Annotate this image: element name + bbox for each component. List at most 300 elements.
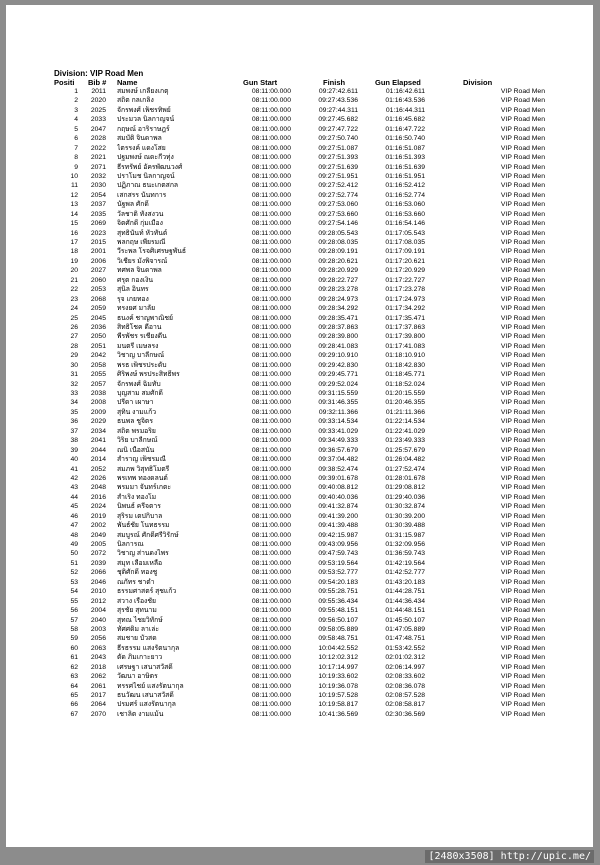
division-cell: VIP Road Men	[500, 682, 545, 690]
table-row	[6, 710, 593, 719]
bib-cell: 2043	[90, 654, 106, 662]
gun-elapsed-cell: 01:17:41.083	[385, 342, 425, 350]
table-row	[6, 502, 593, 511]
table-row	[6, 304, 593, 313]
header-division: Division	[463, 78, 493, 87]
table-row	[6, 531, 593, 540]
division-cell: VIP Road Men	[500, 352, 545, 360]
table-row	[6, 332, 593, 341]
finish-cell: 10:41:36.569	[318, 710, 358, 718]
gun-elapsed-cell: 02:08:33.602	[385, 673, 425, 681]
finish-cell: 09:54:20.183	[318, 578, 358, 586]
position-cell: 65	[70, 692, 78, 699]
name-cell: วิริย บาลีกษณ์	[117, 437, 158, 445]
position-cell: 41	[70, 465, 78, 473]
division-cell: VIP Road Men	[500, 201, 545, 209]
bib-cell: 2015	[90, 239, 106, 246]
table-row	[6, 238, 593, 247]
position-cell: 26	[70, 323, 78, 331]
table-row	[6, 540, 593, 549]
table-row	[6, 465, 593, 474]
bib-cell: 2057	[90, 380, 106, 388]
table-row	[6, 559, 593, 568]
table-row	[6, 389, 593, 398]
gun-start-cell: 08:11:00.000	[251, 248, 291, 256]
division-cell: VIP Road Men	[500, 106, 545, 114]
position-cell: 7	[74, 144, 78, 152]
division-cell: VIP Road Men	[500, 333, 545, 341]
gun-elapsed-cell: 01:16:54.146	[385, 220, 425, 228]
table-row	[6, 474, 593, 483]
gun-elapsed-cell: 01:16:43.536	[385, 97, 425, 105]
gun-start-cell: 08:11:00.000	[251, 371, 291, 379]
gun-start-cell: 08:11:00.000	[251, 229, 291, 237]
position-cell: 50	[70, 550, 78, 558]
gun-elapsed-cell: 01:28:01.678	[385, 474, 425, 482]
gun-elapsed-cell: 01:29:40.036	[385, 493, 425, 501]
gun-start-cell: 08:11:00.000	[251, 390, 291, 397]
bib-cell: 2032	[90, 172, 106, 180]
position-cell: 35	[70, 408, 78, 416]
table-row	[6, 210, 593, 219]
name-cell: ธนวัฒน เสนาสวัสดิ์	[117, 692, 174, 699]
gun-start-cell: 08:11:00.000	[251, 239, 291, 246]
position-cell: 8	[74, 154, 78, 162]
gun-elapsed-cell: 02:30:36.569	[385, 710, 425, 718]
bib-cell: 2064	[90, 701, 106, 709]
gun-start-cell: 08:11:00.000	[251, 191, 291, 199]
table-row	[6, 295, 593, 304]
bib-cell: 2060	[90, 276, 106, 284]
division-cell: VIP Road Men	[500, 239, 545, 246]
gun-elapsed-cell: 01:16:42.611	[385, 88, 425, 95]
name-cell: นิลการณ	[117, 541, 144, 548]
gun-elapsed-cell: 01:17:20.621	[385, 257, 425, 265]
position-cell: 10	[70, 172, 78, 180]
division-cell: VIP Road Men	[500, 437, 545, 445]
table-row	[6, 427, 593, 436]
position-cell: 28	[70, 342, 78, 350]
name-cell: วิชาญ ส่านดงไพร	[117, 550, 169, 558]
position-cell: 34	[70, 399, 78, 407]
bib-cell: 2053	[90, 286, 106, 294]
bib-cell: 2042	[90, 352, 106, 360]
table-row	[6, 436, 593, 445]
name-cell: ปรมศร์ แสงรัตนากุล	[117, 701, 176, 709]
header-gun-elapsed: Gun Elapsed	[375, 78, 421, 87]
division-cell: VIP Road Men	[500, 257, 545, 265]
gun-start-cell: 08:11:00.000	[251, 493, 291, 501]
position-cell: 46	[70, 512, 78, 520]
name-cell: ธนงค์ ชาญพาณิชย์	[117, 314, 173, 322]
finish-cell: 09:28:20.929	[318, 267, 358, 275]
table-row	[6, 247, 593, 256]
gun-start-cell: 08:11:00.000	[251, 144, 291, 152]
table-row	[6, 634, 593, 643]
finish-cell: 09:27:52.774	[318, 191, 358, 199]
position-cell: 66	[70, 701, 78, 709]
table-row	[6, 181, 593, 190]
table-row	[6, 417, 593, 426]
gun-start-cell: 08:11:00.000	[251, 257, 291, 265]
table-row	[6, 483, 593, 492]
header-finish: Finish	[323, 78, 346, 87]
gun-elapsed-cell: 01:23:49.333	[385, 437, 425, 445]
gun-start-cell: 08:11:00.000	[251, 220, 291, 228]
table-row	[6, 663, 593, 672]
division-cell: VIP Road Men	[500, 361, 545, 369]
table-row	[6, 691, 593, 700]
table-row	[6, 134, 593, 143]
gun-elapsed-cell: 01:17:20.929	[385, 267, 425, 275]
gun-elapsed-cell: 01:30:32.874	[385, 503, 425, 511]
gun-start-cell: 08:11:00.000	[251, 163, 291, 171]
position-cell: 15	[70, 220, 78, 228]
finish-cell: 09:28:20.621	[318, 257, 358, 265]
bib-cell: 2044	[90, 446, 106, 454]
gun-elapsed-cell: 01:30:39.200	[385, 512, 425, 520]
finish-cell: 09:27:45.682	[318, 116, 358, 124]
bib-cell: 2050	[90, 333, 106, 341]
bib-cell: 2022	[90, 144, 106, 152]
table-row	[6, 578, 593, 587]
bib-cell: 2021	[90, 154, 106, 162]
division-cell: VIP Road Men	[500, 314, 545, 322]
position-cell: 42	[70, 474, 78, 482]
position-cell: 11	[70, 182, 78, 190]
bib-cell: 2027	[90, 267, 106, 275]
table-row	[6, 276, 593, 285]
name-cell: เศรษฐา เสนาสวัสดิ์	[117, 663, 173, 671]
name-cell: สมภพ วิสุทธิโมตรี	[117, 465, 170, 473]
gun-elapsed-cell: 01:16:51.951	[385, 172, 425, 180]
bib-cell: 2005	[90, 541, 106, 548]
bib-cell: 2072	[90, 550, 106, 558]
finish-cell: 09:32:11.366	[318, 408, 358, 416]
name-cell: สุริรม เตปกิบาล	[117, 512, 163, 520]
gun-start-cell: 08:11:00.000	[251, 135, 291, 143]
position-cell: 39	[70, 446, 78, 454]
table-row	[6, 144, 593, 153]
finish-cell: 09:29:45.771	[318, 371, 358, 379]
bib-cell: 2054	[90, 191, 106, 199]
finish-cell: 09:40:08.812	[318, 484, 358, 492]
name-cell: ปราโมช นิลกาญจน์	[117, 172, 175, 180]
finish-cell: 09:29:52.024	[318, 380, 358, 388]
gun-start-cell: 08:11:00.000	[251, 522, 291, 530]
position-cell: 5	[74, 125, 78, 133]
bib-cell: 2037	[90, 201, 106, 209]
position-cell: 3	[74, 106, 78, 114]
table-row	[6, 87, 593, 96]
position-cell: 27	[70, 333, 78, 341]
gun-start-cell: 08:11:00.000	[251, 210, 291, 218]
division-cell: VIP Road Men	[500, 305, 545, 313]
division-cell: VIP Road Men	[500, 135, 545, 143]
division-cell: VIP Road Men	[500, 191, 545, 199]
bib-cell: 2062	[90, 673, 106, 681]
bib-cell: 2011	[91, 88, 106, 95]
gun-elapsed-cell: 02:01:02.312	[385, 654, 425, 662]
finish-cell: 09:29:10.910	[318, 352, 358, 360]
gun-elapsed-cell: 01:18:52.024	[385, 380, 425, 388]
name-cell: สมุท เลื่อมเหลือ	[117, 559, 163, 567]
bib-cell: 2017	[90, 692, 106, 699]
gun-elapsed-cell: 01:16:45.682	[385, 116, 425, 124]
position-cell: 20	[70, 267, 78, 275]
finish-cell: 10:19:57.528	[318, 692, 358, 699]
gun-elapsed-cell: 01:21:11.366	[385, 408, 425, 416]
finish-cell: 09:28:24.973	[318, 295, 358, 303]
position-cell: 6	[74, 135, 78, 143]
position-cell: 51	[70, 559, 78, 567]
bib-cell: 2063	[90, 644, 106, 652]
table-row	[6, 380, 593, 389]
gun-elapsed-cell: 01:17:37.863	[385, 323, 425, 331]
bib-cell: 2056	[90, 635, 106, 643]
division-cell: VIP Road Men	[500, 569, 545, 577]
table-row	[6, 568, 593, 577]
gun-elapsed-cell: 01:44:48.151	[385, 607, 425, 615]
finish-cell: 09:55:28.751	[318, 588, 358, 596]
position-cell: 52	[70, 569, 78, 577]
division-cell: VIP Road Men	[500, 578, 545, 586]
gun-elapsed-cell: 01:18:45.771	[385, 371, 425, 379]
bib-cell: 2009	[90, 408, 106, 416]
division-cell: VIP Road Men	[500, 588, 545, 596]
gun-start-cell: 08:11:00.000	[251, 456, 291, 464]
name-cell: จิตศักดิ์ กุ่มเมือง	[117, 220, 163, 228]
name-cell: เชาลิต งามแม้น	[117, 710, 164, 718]
finish-cell: 09:28:08.035	[318, 239, 358, 246]
finish-cell: 09:36:57.679	[318, 446, 358, 454]
gun-elapsed-cell: 01:30:39.488	[385, 522, 425, 530]
gun-elapsed-cell: 01:25:57.679	[385, 446, 425, 454]
gun-start-cell: 08:11:00.000	[251, 314, 291, 322]
gun-elapsed-cell: 01:16:52.412	[385, 182, 425, 190]
table-row	[6, 455, 593, 464]
gun-start-cell: 08:11:00.000	[251, 654, 291, 662]
gun-elapsed-cell: 01:22:41.029	[385, 427, 425, 435]
finish-cell: 09:31:15.559	[318, 390, 358, 397]
position-cell: 38	[70, 437, 78, 445]
table-row	[6, 153, 593, 162]
position-cell: 36	[70, 418, 78, 426]
position-cell: 31	[70, 371, 78, 379]
name-cell: สวาง เรืองชัย	[117, 597, 156, 605]
name-cell: สุทิน งามแก้ว	[117, 408, 157, 416]
table-row	[6, 172, 593, 181]
name-cell: สิทธิโชค ดีอาน	[117, 323, 162, 331]
bib-cell: 2001	[90, 248, 106, 256]
gun-start-cell: 08:11:00.000	[251, 427, 291, 435]
name-cell: ปฏิภาณ ธนะเกตสกล	[117, 182, 179, 190]
name-cell: ชุติศักดิ์ ทองชู	[117, 569, 158, 577]
gun-elapsed-cell: 01:44:36.434	[385, 597, 425, 605]
table-row	[6, 616, 593, 625]
name-cell: ธนพล ชูจิตร	[117, 418, 153, 426]
name-cell: วิเชียร มั่งพิจารณ์	[117, 257, 168, 265]
division-cell: VIP Road Men	[500, 692, 545, 699]
division-cell: VIP Road Men	[500, 220, 545, 228]
position-cell: 22	[70, 286, 78, 294]
finish-cell: 10:19:58.817	[318, 701, 358, 709]
finish-cell: 09:28:41.083	[318, 342, 358, 350]
gun-elapsed-cell: 01:16:50.740	[385, 135, 425, 143]
bib-cell: 2012	[90, 597, 106, 605]
name-cell: รุจ เกยทอง	[117, 295, 149, 303]
finish-cell: 09:27:51.951	[318, 172, 358, 180]
name-cell: จักรพงศ์ ฉิมทับ	[117, 380, 161, 388]
name-cell: ทัศศดิม ลาเล่ะ	[117, 625, 160, 633]
table-row	[6, 682, 593, 691]
table-row	[6, 672, 593, 681]
position-cell: 13	[70, 201, 78, 209]
division-cell: VIP Road Men	[500, 654, 545, 662]
gun-start-cell: 08:11:00.000	[251, 635, 291, 643]
bib-cell: 2047	[90, 125, 106, 133]
name-cell: สุทณ ไชยวิทักษ์	[117, 616, 163, 624]
division-cell: VIP Road Men	[500, 323, 545, 331]
name-cell: วัฒนา อาษิตร	[117, 673, 158, 681]
gun-start-cell: 08:11:00.000	[251, 559, 291, 567]
division-cell: VIP Road Men	[500, 550, 545, 558]
gun-elapsed-cell: 02:08:36.078	[385, 682, 425, 690]
division-cell: VIP Road Men	[500, 474, 545, 482]
bib-cell: 2033	[90, 116, 106, 124]
bib-cell: 2052	[90, 465, 106, 473]
division-cell: VIP Road Men	[500, 154, 545, 162]
finish-cell: 09:31:46.355	[318, 399, 358, 407]
division-cell: VIP Road Men	[500, 427, 545, 435]
gun-start-cell: 08:11:00.000	[251, 97, 291, 105]
position-cell: 12	[70, 191, 78, 199]
gun-start-cell: 08:11:00.000	[251, 305, 291, 313]
table-row	[6, 96, 593, 105]
gun-start-cell: 08:11:00.000	[251, 616, 291, 624]
gun-start-cell: 08:11:00.000	[251, 172, 291, 180]
division-cell: VIP Road Men	[500, 144, 545, 152]
position-cell: 18	[70, 248, 78, 256]
position-cell: 21	[70, 276, 78, 284]
division-cell: VIP Road Men	[500, 408, 545, 416]
bib-cell: 2068	[90, 295, 106, 303]
name-cell: สุรชัย สุทนาม	[117, 607, 157, 615]
position-cell: 62	[70, 663, 78, 671]
division-cell: VIP Road Men	[500, 88, 545, 95]
division-cell: VIP Road Men	[500, 399, 545, 407]
table-row	[6, 163, 593, 172]
bib-cell: 2058	[90, 361, 106, 369]
division-cell: VIP Road Men	[500, 607, 545, 615]
division-cell: VIP Road Men	[500, 371, 545, 379]
name-cell: ธรรมศาสตร์ สุชแก้ว	[117, 588, 177, 596]
table-row	[6, 408, 593, 417]
bib-cell: 2024	[90, 503, 106, 511]
gun-start-cell: 08:11:00.000	[251, 710, 291, 718]
gun-start-cell: 08:11:00.000	[251, 531, 291, 539]
name-cell: สุนิล อินทร	[117, 286, 149, 294]
finish-cell: 10:19:36.078	[318, 682, 358, 690]
name-cell: พรมมา จันทร์เกตะ	[117, 484, 172, 492]
bib-cell: 2004	[90, 607, 106, 615]
table-row	[6, 521, 593, 530]
gun-start-cell: 08:11:00.000	[251, 342, 291, 350]
division-cell: VIP Road Men	[500, 380, 545, 388]
gun-start-cell: 08:11:00.000	[251, 295, 291, 303]
gun-start-cell: 08:11:00.000	[251, 474, 291, 482]
name-cell: จักรพงศ์ เพ็ชรทิพย์	[117, 106, 171, 114]
table-row	[6, 115, 593, 124]
table-row	[6, 351, 593, 360]
name-cell: เสกสรร นันทการ	[117, 191, 167, 199]
gun-elapsed-cell: 01:18:10.910	[385, 352, 425, 360]
table-row	[6, 398, 593, 407]
division-cell: VIP Road Men	[500, 635, 545, 643]
gun-elapsed-cell: 01:20:15.559	[385, 390, 425, 397]
name-cell: พลกฤษ เพียรมณี	[117, 239, 166, 246]
watermark: [2480x3508] http://upic.me/	[425, 850, 594, 863]
bib-cell: 2025	[90, 106, 106, 114]
finish-cell: 09:27:44.311	[318, 106, 358, 114]
name-cell: ปรีดา เผาษา	[117, 399, 154, 407]
position-cell: 19	[70, 257, 78, 265]
gun-start-cell: 08:11:00.000	[251, 625, 291, 633]
finish-cell: 09:27:52.412	[318, 182, 358, 190]
name-cell: สถิต พรมอริย	[117, 427, 156, 435]
gun-elapsed-cell: 01:17:35.471	[385, 314, 425, 322]
name-cell: พันธ์ชัย โนทธรรม	[117, 522, 170, 530]
bib-cell: 2040	[90, 616, 106, 624]
position-cell: 53	[70, 578, 78, 586]
position-cell: 32	[70, 380, 78, 388]
bib-cell: 2030	[90, 182, 106, 190]
gun-elapsed-cell: 01:45:50.107	[385, 616, 425, 624]
name-cell: วีระพล โรจศิเศรษฐพันธ์	[117, 248, 187, 256]
name-cell: พรธ เพ็ชรประดับ	[117, 361, 167, 369]
gun-elapsed-cell: 02:06:14.997	[385, 663, 425, 671]
gun-elapsed-cell: 01:27:52.474	[385, 465, 425, 473]
division-cell: VIP Road Men	[500, 663, 545, 671]
bib-cell: 2034	[90, 427, 106, 435]
bib-cell: 2071	[90, 163, 106, 171]
gun-elapsed-cell: 01:16:52.774	[385, 191, 425, 199]
gun-elapsed-cell: 01:31:15.987	[385, 531, 425, 539]
division-cell: VIP Road Men	[500, 182, 545, 190]
gun-elapsed-cell: 02:08:57.528	[385, 692, 425, 699]
division-cell: VIP Road Men	[500, 673, 545, 681]
gun-elapsed-cell: 02:08:58.817	[385, 701, 425, 709]
division-cell: VIP Road Men	[500, 210, 545, 218]
position-cell: 54	[70, 588, 78, 596]
table-row	[6, 625, 593, 634]
gun-start-cell: 08:11:00.000	[251, 380, 291, 388]
gun-start-cell: 08:11:00.000	[251, 154, 291, 162]
name-cell: ธีรทรัพย์ อัครพัฒนวงศ์	[117, 163, 183, 171]
name-cell: ประมวล นิลกาญจน์	[117, 116, 175, 124]
finish-cell: 09:28:09.191	[318, 248, 358, 256]
bib-cell: 2014	[90, 456, 106, 464]
position-cell: 2	[74, 97, 78, 105]
finish-cell: 09:27:50.740	[318, 135, 358, 143]
finish-cell: 09:55:48.151	[318, 607, 358, 615]
gun-elapsed-cell: 01:17:05.543	[385, 229, 425, 237]
division-cell: VIP Road Men	[500, 163, 545, 171]
finish-cell: 09:40:40.036	[318, 493, 358, 501]
gun-start-cell: 08:11:00.000	[251, 578, 291, 586]
gun-elapsed-cell: 01:16:53.060	[385, 201, 425, 209]
bib-cell: 2028	[90, 135, 106, 143]
